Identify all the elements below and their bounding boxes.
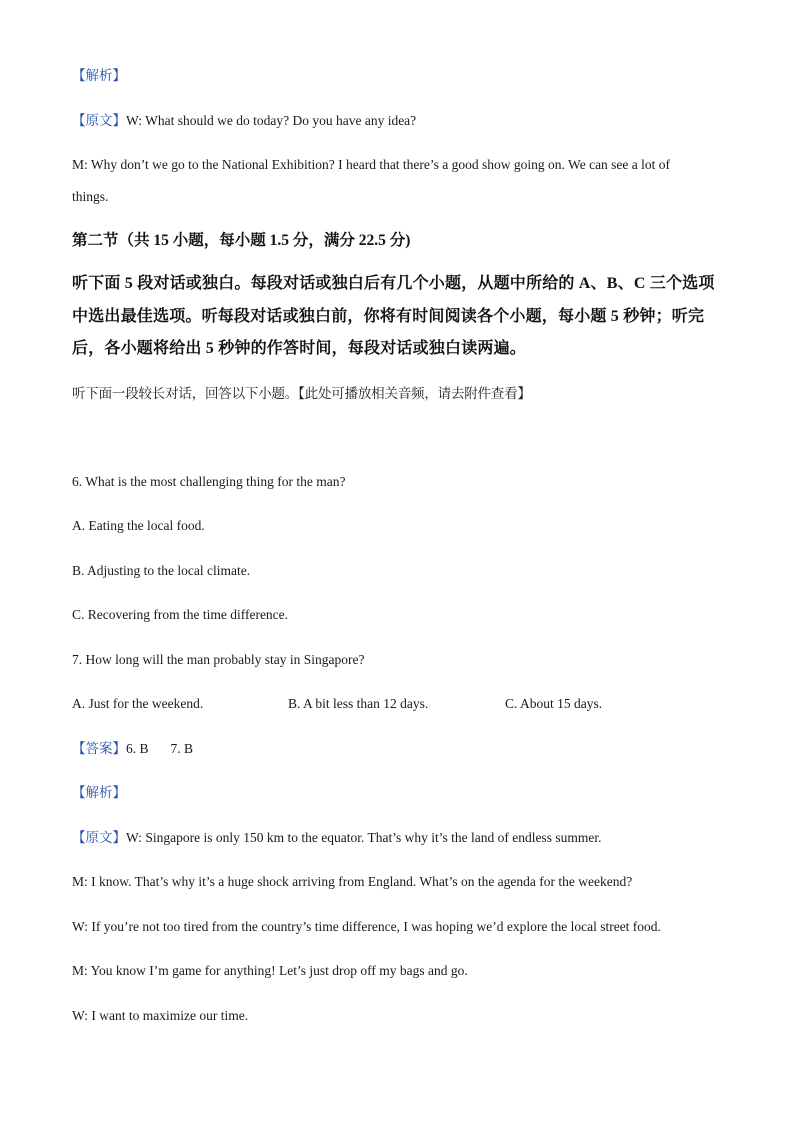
transcript-line xyxy=(72,112,416,130)
transcript-line xyxy=(72,829,601,847)
transcript-line: M: I know. That’s why it’s a huge shock arriving from England. What’s on the agenda for the weekend? xyxy=(72,874,633,889)
original-label: 【原文】 xyxy=(72,113,126,128)
answer-6: 6. B xyxy=(126,741,149,756)
transcript-line: M: You know I’m game for anything! Let’s just drop off my bags and go. xyxy=(72,963,468,978)
transcript-text: W: Singapore is only 150 km to the equator. That’s why it’s the land of endless summer. xyxy=(126,830,602,845)
question-option: C. About 15 days. xyxy=(505,696,603,711)
analysis-label: 【解析】 xyxy=(72,785,126,800)
transcript-line: things. xyxy=(72,189,109,204)
transcript-line: W: I want to maximize our time. xyxy=(72,1008,249,1023)
answer-label: 【答案】 xyxy=(72,741,126,756)
transcript-text: W: What should we do today? Do you have any idea? xyxy=(126,113,417,128)
answer-7: 7. B xyxy=(170,741,194,756)
instruction-line: 中选出最佳选项。听每段对话或独白前，你将有时间阅读各个小题，每小题 5 秒钟；听完 xyxy=(72,308,705,325)
transcript-line: M: Why don’t we go to the National Exhibition? I heard that there’s a good show going on. We can see a lot of xyxy=(72,157,671,172)
instruction-line: 后，各小题将给出 5 秒钟的作答时间，每段对话或独白读两遍。 xyxy=(72,340,527,357)
instruction-line: 听下面 5 段对话或独白。每段对话或独白后有几个小题，从题中所给的 A、B、C 三个选项 xyxy=(72,275,715,292)
answer-line xyxy=(72,740,193,758)
question-stem: 7. How long will the man probably stay in Singapore? xyxy=(72,652,365,667)
question-option: B. A bit less than 12 days. xyxy=(288,696,429,711)
audio-note: 听下面一段较长对话，回答以下小题。【此处可播放相关音频，请去附件查看】 xyxy=(72,386,531,402)
analysis-label: 【解析】 xyxy=(72,68,126,83)
question-option: C. Recovering from the time difference. xyxy=(72,607,289,622)
question-option: B. Adjusting to the local climate. xyxy=(72,563,251,578)
section-heading: 第二节（共 15 小题，每小题 1.5 分，满分 22.5 分) xyxy=(72,232,411,249)
transcript-line: W: If you’re not too tired from the country’s time difference, I was hoping we’d explore the local street food. xyxy=(72,919,661,934)
original-label: 【原文】 xyxy=(72,830,126,845)
question-stem: 6. What is the most challenging thing for the man? xyxy=(72,474,346,489)
question-option: A. Just for the weekend. xyxy=(72,696,204,711)
question-option: A. Eating the local food. xyxy=(72,518,205,533)
